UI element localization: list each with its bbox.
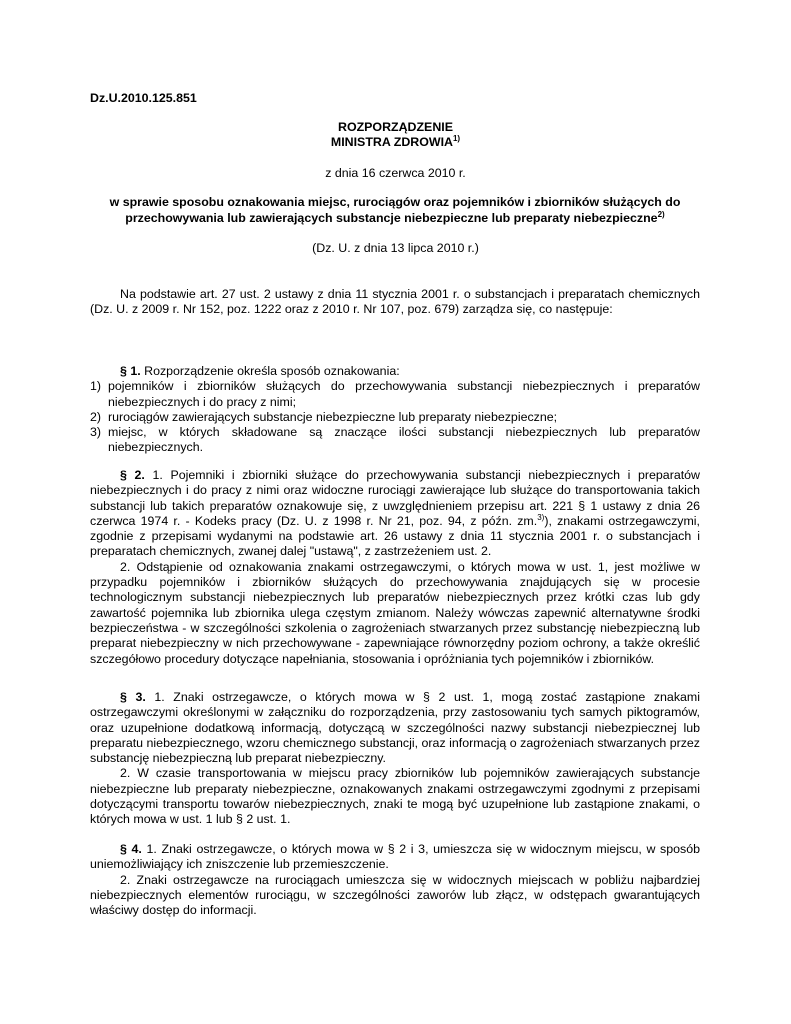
document-reference: Dz.U.2010.125.851 (90, 91, 197, 105)
section-4-para-2: 2. Znaki ostrzegawcze na rurociągach umieszcza się w widocznych miejscach w pobliżu najbardziej niebezpiecznych elementów rurociągu, w szczególności zaworów lub złącz, w odstępach gwarantujących właściwy dostęp do informacji. (90, 872, 700, 918)
section-2 (90, 468, 700, 667)
footnote-2[interactable]: 2) (657, 209, 665, 219)
title-line-1: ROZPORZĄDZENIE (338, 120, 453, 134)
section-1-mark: § 1. (120, 364, 141, 378)
section-4-mark: § 4. (120, 842, 142, 856)
preamble: Na podstawie art. 27 ust. 2 ustawy z dnia 11 stycznia 2001 r. o substancjach i preparatach chemicznych (Dz. U. z 2009 r. Nr 152, poz. 1222 oraz z 2010 r. Nr 107, poz. 679) zarządza się, co następuje: (90, 287, 700, 317)
list-item: 2) rurociągów zawierających substancje niebezpieczne lub preparaty niebezpieczne; (90, 409, 558, 424)
subject-line-2: przechowywania lub zawierających substancje niebezpieczne lub preparaty niebezpieczne$^{2)}$ (125, 209, 665, 225)
section-2-mark: § 2. (120, 468, 145, 482)
section-1 (90, 364, 700, 456)
publication-info: (Dz. U. z dnia 13 lipca 2010 r.) (312, 241, 479, 255)
section-4 (90, 842, 700, 918)
section-4-para-1: § 4. 1. Znaki ostrzegawcze, o których mowa w § 2 i 3, umieszcza się w widocznym miejscu, w sposób uniemożliwiający ich zniszczenie lub przemieszczenie. (90, 842, 700, 872)
title-line-2: MINISTRA ZDROWIA$^{1)}$ (330, 133, 461, 149)
footnote-1[interactable]: 1) (452, 133, 461, 143)
subject-line-1: w sprawie sposobu oznakowania miejsc, rurociągów oraz pojemników i zbiorników służących do (109, 195, 681, 209)
section-1-intro: § 1. Rozporządzenie określa sposób oznakowania: (120, 364, 400, 378)
section-3 (90, 690, 700, 828)
section-2-para-1: § 2. 1. Pojemniki i zbiorniki służące do przechowywania substancji niebezpiecznych i preparatów niebezpiecznych i do pracy z nimi oraz widoczne rurociągi zawierające lub służące do transportowania takich substancji lub takich preparatów oznakowuje się, z uwzględnieniem przepisu art. 221 § 1 ustawy z dnia 26 czerwca 1974 r. - Kodeks pracy (Dz. U. z 1998 r. Nr 21, poz. 94, z późn. zm.$^{3)}$), znakami ostrzegawczymi, zgodnie z przepisami wydanymi na podstawie art. 26 ustawy z dnia 11 stycznia 2001 r. o substancjach i preparatach chemicznych, zwanej dalej "ustawą", z zastrzeżeniem ust. 2. (90, 468, 700, 559)
footnote-3[interactable]: 3) (537, 512, 545, 522)
document-date: z dnia 16 czerwca 2010 r. (325, 166, 466, 180)
list-item: 3) miejsc, w których składowane są znaczące ilości substancji niebezpiecznych lub preparatów niebezpiecznych. (90, 425, 700, 455)
section-3-para-2: 2. W czasie transportowania w miejscu pracy zbiorników lub pojemników zawierających substancje niebezpieczne lub preparaty niebezpieczne, oznakowanych znakami ostrzegawczymi zgodnymi z przepisami dotyczącymi transportu towarów niebezpiecznych, znaki te mogą być uzupełnione lub zastąpione znakami, o których mowa w ust. 1 lub § 2 ust. 1. (90, 766, 700, 827)
section-2-para-2: 2. Odstąpienie od oznakowania znakami ostrzegawczymi, o których mowa w ust. 1, jest możliwe w przypadku pojemników i zbiorników służących do przechowywania znajdujących się w procesie technologicznym substancji niebezpiecznych lub preparatów niebezpiecznych przez krótki czas lub gdy zawartość pojemnika lub zbiornika ulega częstym zmianom. Należy wówczas zapewnić alternatywne środki bezpieczeństwa - w szczególności szkolenia o zagrożeniach stwarzanych przez substancję niebezpieczną lub preparat niebezpieczny w nich przechowywane - zapewniające równorzędny poziom ochrony, a także określić szczegółowo procedury dotyczące napełniania, stosowania i opróżniania tych pojemników i zbiorników. (90, 559, 700, 666)
document-subject (95, 195, 695, 226)
section-3-para-1: § 3. 1. Znaki ostrzegawcze, o których mowa w § 2 ust. 1, mogą zostać zastąpione znakami ostrzegawczymi określonymi w załączniku do rozporządzenia, przy zastosowaniu tych samych piktogramów, oraz uzupełnione dodatkową informacją, dotyczącą w szczególności nazwy substancji niebezpiecznej lub preparatu niebezpiecznego, wzoru chemicznego substancji, oraz informacją o zagrożeniach stwarzanych przez substancję niebezpieczną lub preparat niebezpieczny. (90, 690, 700, 766)
document-title (0, 120, 791, 150)
section-3-mark: § 3. (120, 690, 146, 704)
list-item: 1) pojemników i zbiorników służących do przechowywania substancji niebezpiecznych i preparatów niebezpiecznych i do pracy z nimi; (90, 379, 700, 409)
